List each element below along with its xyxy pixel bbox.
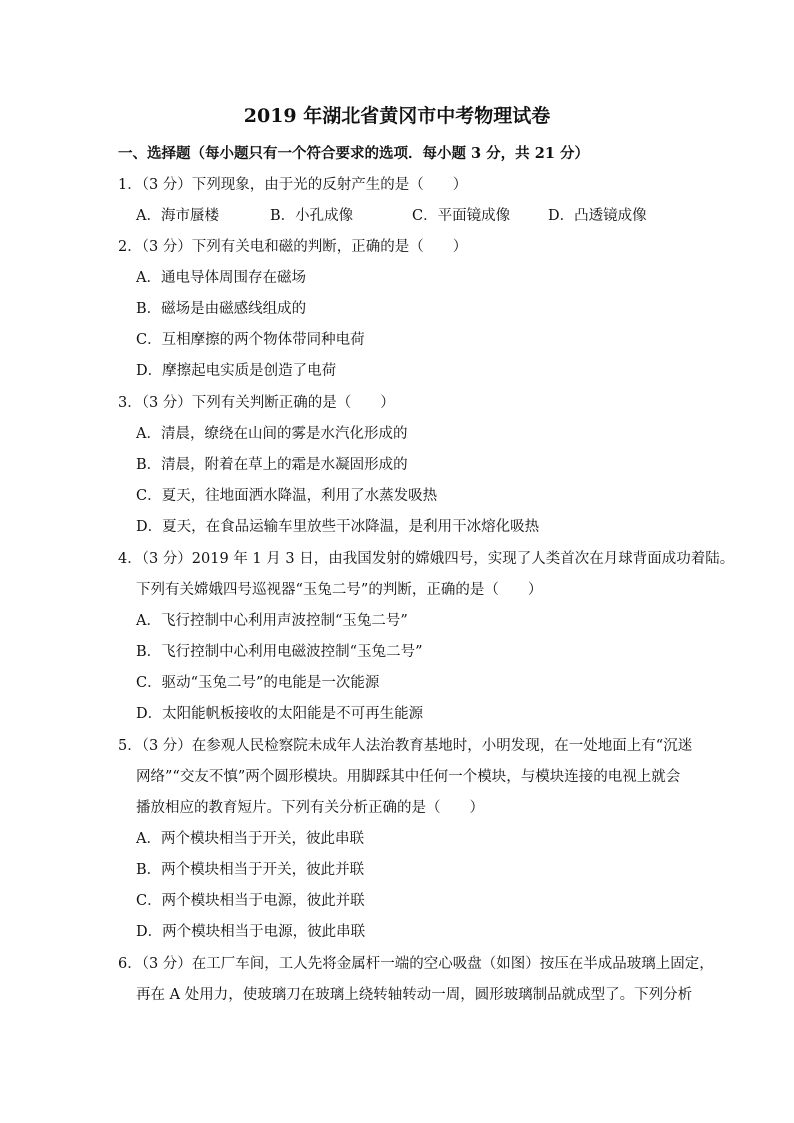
question-4-stem-line-1: 4．（3 分）2019 年 1 月 3 日，由我国发射的嫦娥四号，实现了人类首次在月球背面成功着陆。 <box>118 551 735 567</box>
question-4-option-d: D．太阳能帆板接收的太阳能是不可再生能源 <box>136 706 424 722</box>
question-3-option-d: D．夏天，在食品运输车里放些干冰降温，是利用干冰熔化吸热 <box>136 519 540 535</box>
question-4-stem-line-2: 下列有关嫦娥四号巡视器“玉兔二号”的判断，正确的是（ ） <box>136 582 543 598</box>
exam-title: 2019 年湖北省黄冈市中考物理试卷 <box>243 105 551 127</box>
question-1-option-d: D．凸透镜成像 <box>548 208 647 224</box>
question-1-stem: 1．（3 分）下列现象，由于光的反射产生的是（ ） <box>118 177 468 193</box>
question-6-stem <box>118 949 714 1011</box>
question-2-stem: 2．（3 分）下列有关电和磁的判断，正确的是（ ） <box>118 239 468 255</box>
question-5-option-a: A．两个模块相当于开关，彼此串联 <box>136 831 364 847</box>
question-5-stem-line-1: 5．（3 分）在参观人民检察院未成年人法治教育基地时，小明发现，在一处地面上有“沉迷 <box>118 738 693 754</box>
question-6-stem-line-1: 6．（3 分）在工厂车间，工人先将金属杆一端的空心吸盘（如图）按压在半成品玻璃上固定， <box>118 956 714 972</box>
question-5-option-b: B．两个模块相当于开关，彼此并联 <box>136 862 365 878</box>
question-5-option-d: D．两个模块相当于电源，彼此串联 <box>136 924 366 940</box>
question-1-option-c: C．平面镜成像 <box>412 208 511 224</box>
question-5-stem <box>118 731 693 824</box>
question-1-option-a: A．海市蜃楼 <box>136 208 219 224</box>
question-4-option-c: C．驱动“玉兔二号”的电能是一次能源 <box>136 675 380 691</box>
question-1-options <box>136 205 696 227</box>
question-4-option-a: A．飞行控制中心利用声波控制“玉兔二号” <box>136 613 408 629</box>
section-heading: 一、选择题（每小题只有一个符合要求的选项．每小题 3 分，共 21 分） <box>118 145 589 162</box>
question-3-stem: 3．（3 分）下列有关判断正确的是（ ） <box>118 395 395 411</box>
question-4-stem <box>118 544 735 606</box>
question-3-option-a: A．清晨，缭绕在山间的雾是水汽化形成的 <box>136 426 408 442</box>
question-3-option-b: B．清晨，附着在草上的霜是水凝固形成的 <box>136 457 408 473</box>
question-5-stem-line-3: 播放相应的教育短片。下列有关分析正确的是（ ） <box>136 800 484 816</box>
question-5-option-c: C．两个模块相当于电源，彼此并联 <box>136 893 365 909</box>
question-1-option-b: B．小孔成像 <box>270 208 354 224</box>
question-4-option-b: B．飞行控制中心利用电磁波控制“玉兔二号” <box>136 644 423 660</box>
question-2-option-d: D．摩擦起电实质是创造了电荷 <box>136 363 337 379</box>
question-2-option-b: B．磁场是由磁感线组成的 <box>136 301 307 317</box>
question-3-option-c: C．夏天，往地面洒水降温，利用了水蒸发吸热 <box>136 488 438 504</box>
question-2-option-a: A．通电导体周围存在磁场 <box>136 270 306 286</box>
question-5-stem-line-2: 网络”“交友不慎”两个圆形模块。用脚踩其中任何一个模块，与模块连接的电视上就会 <box>136 769 681 785</box>
question-2-option-c: C．互相摩擦的两个物体带同种电荷 <box>136 332 365 348</box>
question-6-stem-line-2: 再在 A 处用力，使玻璃刀在玻璃上绕转轴转动一周，圆形玻璃制品就成型了。下列分析 <box>136 987 693 1003</box>
